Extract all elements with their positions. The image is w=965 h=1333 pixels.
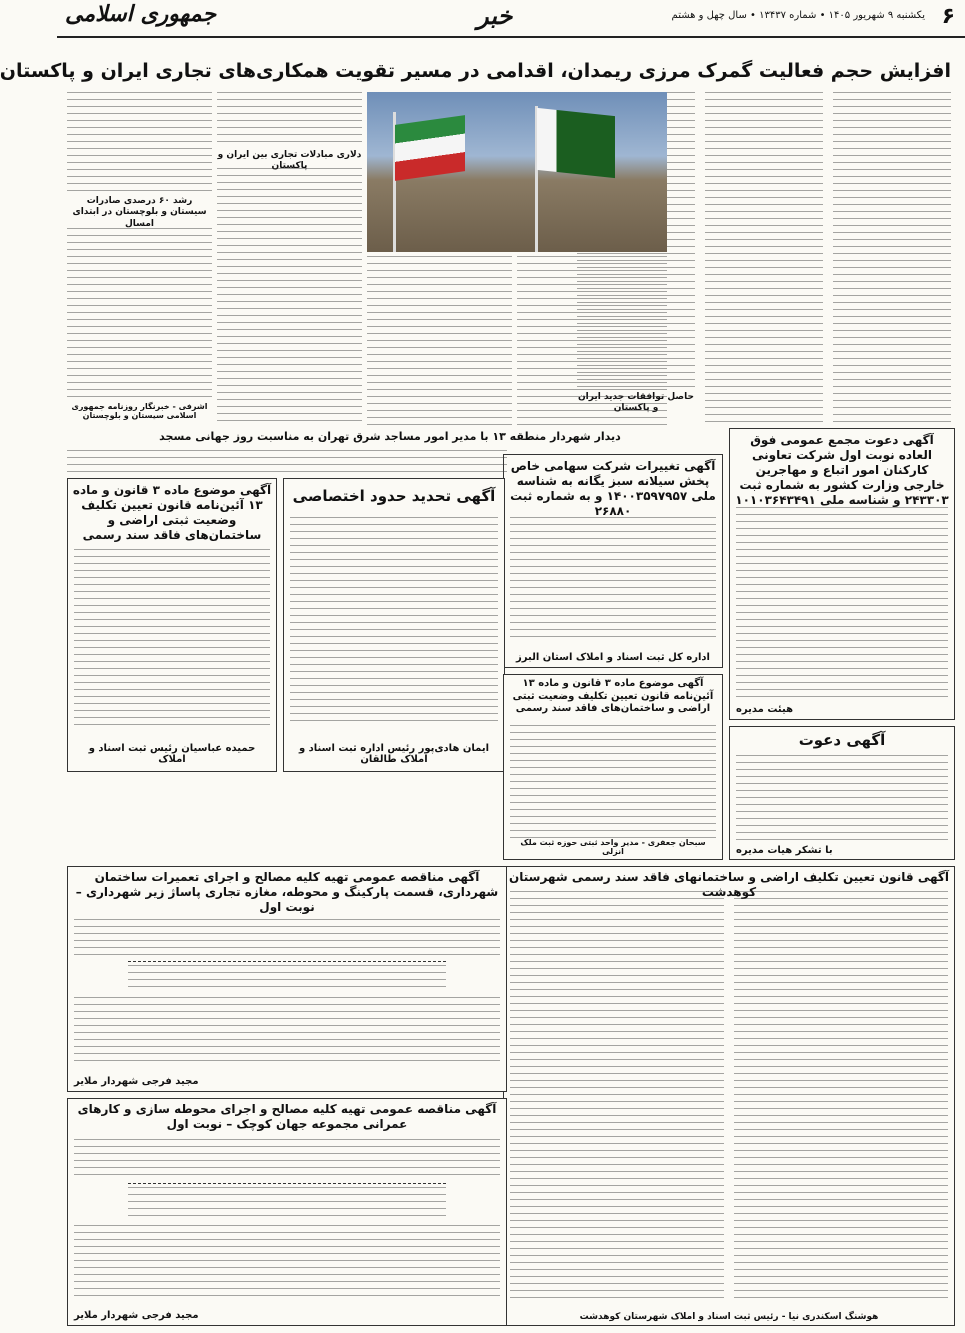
article-column <box>833 92 951 422</box>
ad-title: آگهی دعوت مجمع عمومی فوق العاده نوبت اول شرکت تعاونی کارکنان امور اتباع و مهاجرین خارجی وزارت کشور به شماره ثبت ۲۴۳۳۰۳ و شناسه ملی ۱۰۱۰۳۶۴۳۴۹۱ <box>735 433 949 507</box>
ad-body <box>74 1139 500 1179</box>
page-number: ۶ <box>941 4 955 29</box>
ad-body <box>736 755 948 843</box>
main-headline: افزایش حجم فعالیت گمرک مرزی ریمدان، اقدامی در مسیر تقویت همکاری‌های تجاری ایران و پاکستان <box>0 60 951 82</box>
ad-title: آگهی تحدید حدود اختصاصی <box>292 487 496 505</box>
ad-signature: سبحان جعفری - مدیر واحد ثبتی حوزه ثبت ملک انزلی <box>520 838 706 856</box>
ad-body <box>510 725 716 841</box>
article-column <box>67 450 507 474</box>
section-title: خبر <box>477 2 513 30</box>
ad-body <box>290 517 498 727</box>
ad-signature: مجید فرجی شهردار ملایر <box>74 1310 199 1321</box>
ad-signature: مجید فرجی شهردار ملایر <box>74 1076 199 1087</box>
ad-title: آگهی موضوع ماده ۳ قانون و ماده ۱۳ آئین‌نامه قانون تعیین تکلیف وضعیت ثبتی اراضی و ساختمان‌های فاقد سند رسمی <box>512 678 714 714</box>
subhead: دلاری مبادلات تجاری بین ایران و پاکستان <box>217 150 362 172</box>
byline: اشرفی - خبرنگار روزنامه جمهوری اسلامی سیستان و بلوچستان <box>71 402 208 420</box>
ad-title: آگهی تغییرات شرکت سهامی خاص پخش سیلانه سبز یگانه به شناسه ملی ۱۴۰۰۳۵۹۷۹۵۷ و به شماره ثبت ۲۶۸۸۰ <box>510 459 716 518</box>
article-column <box>517 256 667 426</box>
ad-invitation <box>729 726 955 860</box>
ad-body <box>510 517 716 637</box>
ad-signature: هوشنگ اسکندری نیا - رئیس ثبت اسناد و املاک شهرستان کوهدشت <box>579 1312 879 1322</box>
ad-cooperative <box>729 428 955 720</box>
article-column <box>67 92 212 192</box>
ad-body <box>128 1187 446 1217</box>
ad-body <box>74 1225 500 1301</box>
ad-title: آگهی موضوع ماده ۳ قانون و ماده ۱۳ آئین‌نامه قانون تعیین تکلیف وضعیت ثبتی اراضی و ساختمان‌های فاقد سند رسمی <box>72 483 272 542</box>
ad-company-change <box>503 454 723 668</box>
ad-title: آگهی مناقصه عمومی تهیه کلیه مصالح و اجرای تعمیرات ساختمان شهرداری، قسمت پارکینگ و محوطه، مغازه تجاری پاساژ زیر شهرداری – نوبت اول <box>75 870 499 914</box>
ad-body <box>74 549 270 729</box>
ad-boundary <box>283 478 505 772</box>
article-column <box>217 168 362 426</box>
mosque-day-title: دیدار شهردار منطقه ۱۳ با مدیر امور مساجد شرق تهران به مناسبت روز جهانی مسجد <box>159 430 621 443</box>
ad-signature: اداره کل ثبت اسناد و املاک استان البرز <box>516 652 710 663</box>
ad-body <box>74 919 500 957</box>
article-column <box>705 92 823 422</box>
ad-article3 <box>67 478 277 772</box>
ad-title: آگهی قانون تعیین تکلیف اراضی و ساختمانهای فاقد سند رسمی شهرستان کوهدشت <box>509 870 949 899</box>
ad-signature: ایمان هادی‌پور رئیس اداره ثبت اسناد و املاک طالقان <box>298 743 490 765</box>
ad-tender-parking <box>67 866 507 1092</box>
article-column <box>367 256 512 426</box>
ad-signature: با تشکر هیات مدیره <box>736 845 833 856</box>
date-line: یکشنبه ۹ شهریور ۱۴۰۵ • شماره ۱۳۴۳۷ • سال چهل و هشتم <box>671 10 925 21</box>
ad-title: آگهی دعوت <box>798 731 886 749</box>
ad-article3-b <box>503 674 723 860</box>
ad-body <box>74 997 500 1061</box>
subhead: رشد ۶۰ درصدی صادرات سیستان و بلوچستان در ابتدای امسال <box>72 196 207 229</box>
ad-kuhdasht <box>503 866 955 1326</box>
ad-signature: حمیده عباسیان رئیس ثبت اسناد و املاک <box>88 743 256 765</box>
ad-tender-small-world <box>67 1098 507 1326</box>
masthead: جمهوری اسلامی <box>65 2 217 27</box>
article-column <box>67 228 212 398</box>
ad-body <box>128 965 446 989</box>
ad-body <box>510 891 724 1301</box>
flags-photo <box>367 92 667 252</box>
ad-title: آگهی مناقصه عمومی تهیه کلیه مصالح و اجرای محوطه سازی و کارهای عمرانی مجموعه جهان کوچک – نوبت اول <box>77 1102 497 1131</box>
ad-signature: هیئت مدیره <box>736 704 794 715</box>
subhead: حاصل توافقات جدید ایران و پاکستان <box>578 392 694 414</box>
article-column <box>217 92 362 147</box>
ad-body <box>736 507 948 697</box>
ad-body <box>734 891 948 1301</box>
page-header <box>57 0 965 38</box>
